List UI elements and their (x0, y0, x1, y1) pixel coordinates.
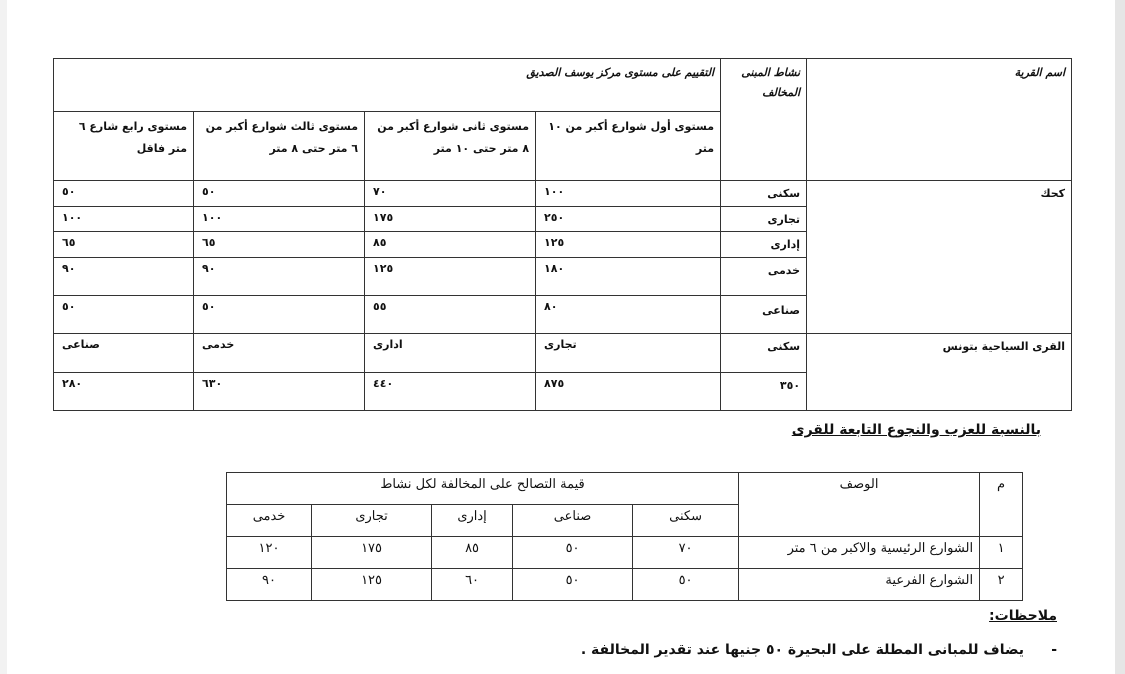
village-name: كحك (807, 181, 1072, 334)
value-cell: ٥٠ (54, 296, 194, 334)
village-name: القرى السياحية بتونس (807, 334, 1072, 411)
activity-cell: ادارى (365, 334, 536, 373)
activity-cell: خدمى (194, 334, 365, 373)
value-cell: ١٠٠ (54, 207, 194, 232)
value-cell: ٦٠ (432, 569, 513, 601)
page-edge (1115, 0, 1125, 674)
note-item: يضاف للمبانى المطلة على البحيرة ٥٠ جنيها عند تقدير المخالفة . (580, 642, 1024, 658)
evaluation-header: التقييم على مستوى مركز يوسف الصديق (54, 59, 721, 112)
activity-header: نشاط المبنى المخالف (721, 59, 807, 181)
value-cell: ٥٠ (513, 569, 633, 601)
value-cell: ٨٥ (365, 232, 536, 258)
value-cell: ١٢٥ (365, 258, 536, 296)
value-cell: ٨٥ (432, 537, 513, 569)
value-cell: ٧٠ (365, 181, 536, 207)
value-cell: ٨٧٥ (536, 373, 721, 411)
activity-cell: تجارى (536, 334, 721, 373)
value-cell: ١٧٥ (365, 207, 536, 232)
value-cell: ١٢٠ (227, 537, 312, 569)
value-cell: ١٢٥ (312, 569, 432, 601)
value-cell: ٥٠ (194, 296, 365, 334)
value-cell: ٩٠ (194, 258, 365, 296)
level-2-header: مستوى ثانى شوارع أكبر من ٨ متر حتى ١٠ متر (365, 112, 536, 181)
value-cell: ٩٠ (54, 258, 194, 296)
bullet-dash: - (1051, 642, 1057, 658)
evaluation-table (53, 58, 1072, 411)
section-heading: بالنسبة للعزب والنجوع التابعة للقرى (791, 422, 1041, 438)
settlement-table (226, 472, 1023, 601)
value-cell: ٦٥ (194, 232, 365, 258)
document-page (7, 0, 1116, 674)
activity-cell: سكنى (721, 181, 807, 207)
value-cell: ٩٠ (227, 569, 312, 601)
activity-cell: سكنى (721, 334, 807, 373)
level-4-header: مستوى رابع شارع ٦ متر فاقل (54, 112, 194, 181)
notes-title: ملاحظات: (989, 608, 1057, 624)
activity-cell: صناعى (721, 296, 807, 334)
activity-header: صناعى (513, 505, 633, 537)
value-cell: ٨٠ (536, 296, 721, 334)
value-header: قيمة التصالح على المخالفة لكل نشاط (227, 473, 739, 505)
row-number: ١ (980, 537, 1023, 569)
value-cell: ٥٠ (194, 181, 365, 207)
activity-header: إدارى (432, 505, 513, 537)
value-cell: ٦٣٠ (194, 373, 365, 411)
value-cell: ٢٨٠ (54, 373, 194, 411)
activity-cell: صناعى (54, 334, 194, 373)
value-cell: ٧٠ (633, 537, 739, 569)
value-cell: ٥٠ (54, 181, 194, 207)
row-description: الشوارع الرئيسية والاكبر من ٦ متر (739, 537, 980, 569)
village-header: اسم القرية (807, 59, 1072, 181)
value-cell: ١٠٠ (194, 207, 365, 232)
value-cell: ٦٥ (54, 232, 194, 258)
row-number: ٢ (980, 569, 1023, 601)
value-cell: ١٨٠ (536, 258, 721, 296)
value-cell: ٥٥ (365, 296, 536, 334)
level-3-header: مستوى ثالث شوارع أكبر من ٦ متر حتى ٨ متر (194, 112, 365, 181)
level-1-header: مستوى أول شوارع أكبر من ١٠ متر (536, 112, 721, 181)
number-header: م (980, 473, 1023, 537)
row-description: الشوارع الفرعية (739, 569, 980, 601)
activity-header: خدمى (227, 505, 312, 537)
value-cell: ٥٠ (513, 537, 633, 569)
activity-cell: تجارى (721, 207, 807, 232)
value-cell: ٥٠ (633, 569, 739, 601)
activity-header: سكنى (633, 505, 739, 537)
description-header: الوصف (739, 473, 980, 537)
value-cell: ٤٤٠ (365, 373, 536, 411)
activity-header: تجارى (312, 505, 432, 537)
value-cell: ١٠٠ (536, 181, 721, 207)
value-cell: ٣٥٠ (721, 373, 807, 411)
activity-cell: خدمى (721, 258, 807, 296)
value-cell: ٢٥٠ (536, 207, 721, 232)
value-cell: ١٧٥ (312, 537, 432, 569)
value-cell: ١٢٥ (536, 232, 721, 258)
activity-cell: إدارى (721, 232, 807, 258)
